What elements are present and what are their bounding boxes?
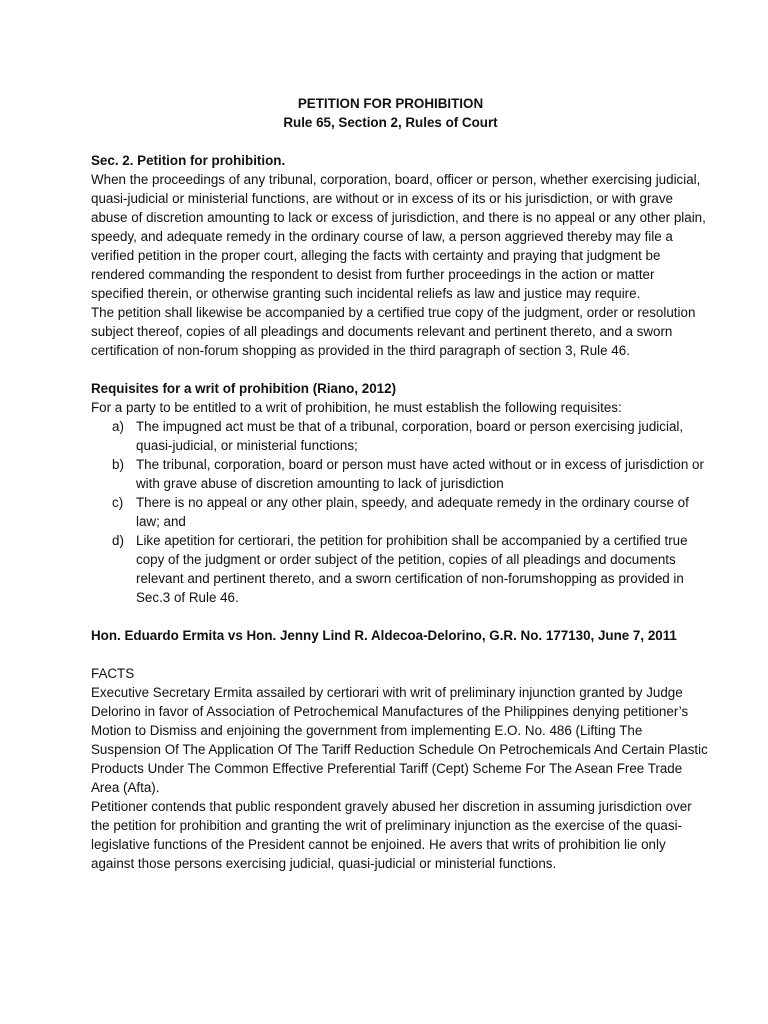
- list-item-text: The impugned act must be that of a tribunal, corporation, board or person exercising judicial, quasi-judicial, or ministerial functions;: [136, 419, 684, 453]
- case-title: Hon. Eduardo Ermita vs Hon. Jenny Lind R. Aldecoa-Delorino, G.R. No. 177130, June 7, 2011: [91, 628, 677, 643]
- list-item: [91, 493, 708, 531]
- list-marker: a): [112, 419, 124, 434]
- spacer: [91, 360, 708, 379]
- list-item-text: Like apetition for certiorari, the petition for prohibition shall be accompanied by a certified true copy of the judgment or order subject of the petition, copies of all pleadings and documents relevant and pertinent thereto, and a sworn certification of non-forumshopping as provided in Sec.3 of Rule 46.: [136, 533, 688, 605]
- list-marker: c): [112, 495, 124, 510]
- list-item-text: There is no appeal or any other plain, speedy, and adequate remedy in the ordinary course of law; and: [136, 495, 689, 529]
- section-heading: Sec. 2. Petition for prohibition.: [91, 153, 286, 168]
- document-title: PETITION FOR PROHIBITION: [297, 96, 484, 111]
- list-item-text: The tribunal, corporation, board or person must have acted without or in excess of jurisdiction or with grave abuse of discretion amounting to lack of jurisdiction: [136, 457, 704, 491]
- list-marker: b): [112, 457, 124, 472]
- list-marker: d): [112, 533, 124, 548]
- spacer: [91, 607, 708, 626]
- spacer: [91, 645, 708, 664]
- list-item: [91, 455, 708, 493]
- list-item: [91, 417, 708, 455]
- section-paragraph-1: When the proceedings of any tribunal, corporation, board, officer or person, whether exercising judicial, quasi-judicial or ministerial functions, are without or in excess of its or his jurisdiction, or with grave abuse of discretion amounting to lack or excess of jurisdiction, and there is no appeal or any other plain, speedy, and adequate remedy in the ordinary course of law, a person aggrieved thereby may file a verified petition in the proper court, alleging the facts with certainty and praying that judgment be rendered commanding the respondent to desist from further proceedings in the action or matter specified therein, or otherwise granting such incidental reliefs as law and justice may require.: [91, 172, 706, 301]
- list-item: [91, 531, 708, 607]
- requisites-list: [91, 417, 708, 607]
- facts-paragraph-2: Petitioner contends that public respondent gravely abused her discretion in assuming jurisdiction over the petition for prohibition and granting the writ of preliminary injunction as the exercise of the quasi-legislative functions of the President cannot be enjoined. He avers that writs of prohibition lie only against those persons exercising judicial, quasi-judicial or ministerial functions.: [91, 799, 692, 871]
- requisites-heading: Requisites for a writ of prohibition (Riano, 2012): [91, 381, 397, 396]
- facts-paragraph-1: Executive Secretary Ermita assailed by certiorari with writ of preliminary injunction granted by Judge Delorino in favor of Association of Petrochemical Manufactures of the Philippines denying petitioner’s Motion to Dismiss and enjoining the government from implementing E.O. No. 486 (Lifting The Suspension Of The Application Of The Tariff Reduction Schedule On Petrochemicals And Certain Plastic Products Under The Common Effective Preferential Tariff (Cept) Scheme For The Asean Free Trade Area (Afta).: [91, 685, 708, 795]
- requisites-intro: For a party to be entitled to a writ of prohibition, he must establish the following requisites:: [91, 400, 622, 415]
- facts-heading: FACTS: [91, 666, 135, 681]
- section-paragraph-2: The petition shall likewise be accompanied by a certified true copy of the judgment, order or resolution subject thereof, copies of all pleadings and documents relevant and pertinent thereto, and a sworn certification of non-forum shopping as provided in the third paragraph of section 3, Rule 46.: [91, 305, 696, 358]
- document-subtitle: Rule 65, Section 2, Rules of Court: [283, 115, 498, 130]
